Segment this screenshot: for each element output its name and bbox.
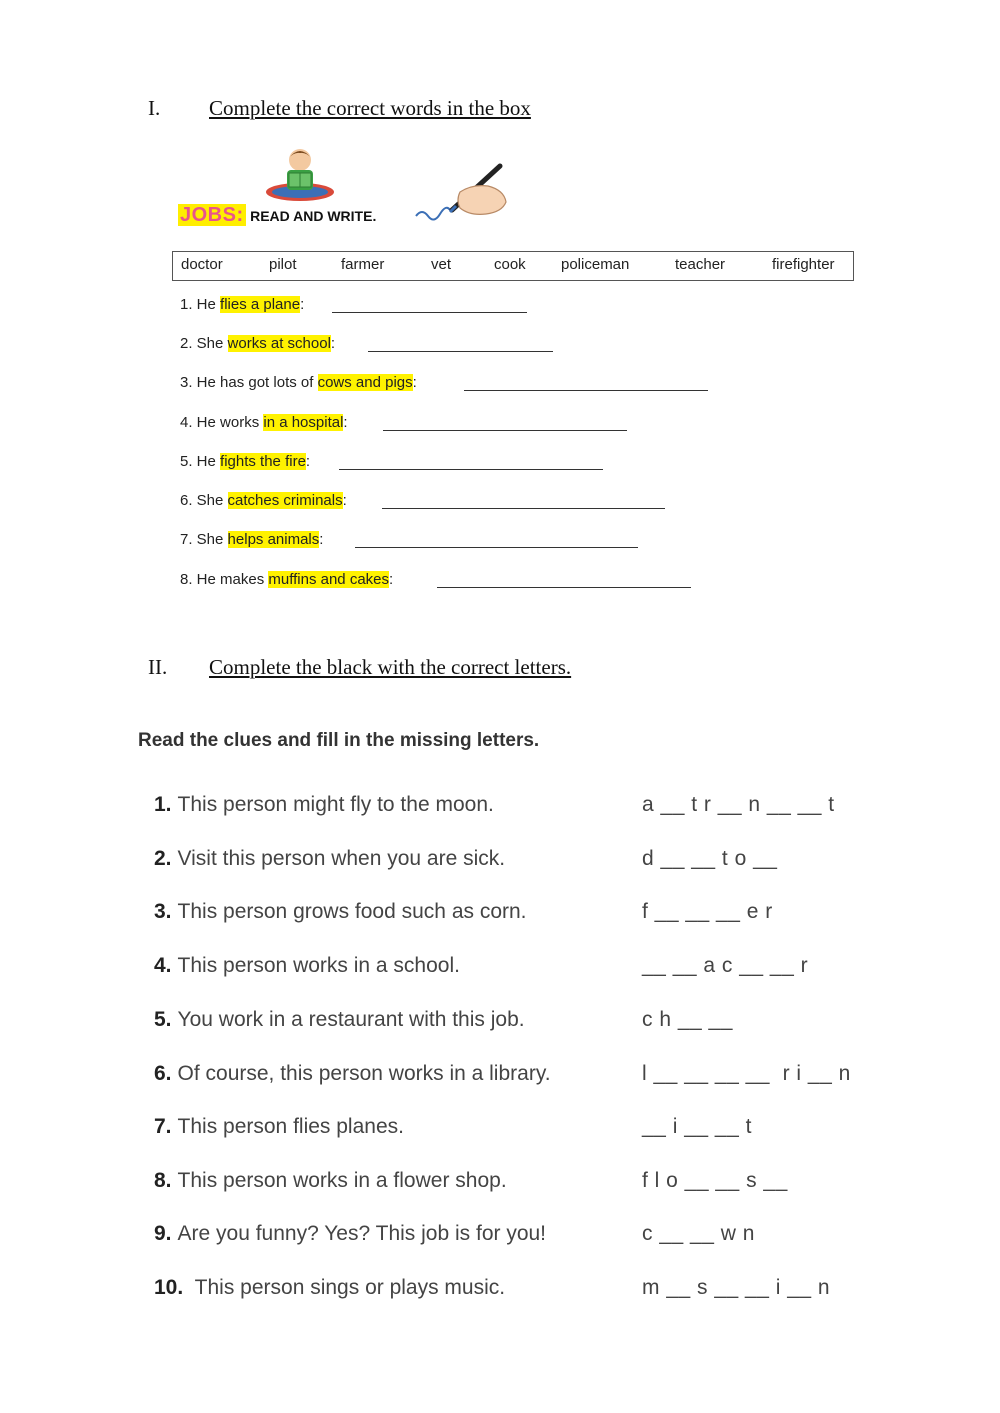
word-bank-item: cook xyxy=(494,256,526,273)
question-text: 7. She xyxy=(180,531,228,548)
word-bank-item: farmer xyxy=(341,256,385,273)
answer-line-1[interactable] xyxy=(332,312,527,313)
answer-line-7[interactable] xyxy=(355,547,638,548)
question-colon: : xyxy=(305,453,311,470)
question-highlight: works at school xyxy=(227,335,331,352)
answer-line-8[interactable] xyxy=(437,587,691,588)
clue-8 xyxy=(154,1169,507,1193)
clue-text: Visit this person when you are sick. xyxy=(177,847,506,870)
clue-4 xyxy=(154,954,460,978)
word-bank-item: policeman xyxy=(561,256,630,273)
hand-writing-illustration xyxy=(412,162,510,224)
question-text: 4. He works xyxy=(180,414,264,431)
question-colon: : xyxy=(330,335,336,352)
clue-number: 1. xyxy=(154,793,172,816)
question-8 xyxy=(180,571,393,588)
section-2-title: Complete the black with the correct letters. xyxy=(209,655,572,679)
question-text: 2. She xyxy=(180,335,228,352)
clue-number: 9. xyxy=(154,1222,172,1245)
clue-1 xyxy=(154,793,494,817)
question-text: 3. He has got lots of xyxy=(180,374,318,391)
letter-pattern-5: c h __ __ xyxy=(642,1008,733,1031)
letter-pattern-6: l __ __ __ __ r i __ n xyxy=(642,1062,851,1085)
letter-pattern-1: a __ t r __ n __ __ t xyxy=(642,793,835,816)
word-bank-box xyxy=(172,251,854,281)
question-1 xyxy=(180,296,304,313)
clue-number: 10. xyxy=(154,1276,184,1299)
question-colon: : xyxy=(412,374,417,391)
boy-reading-illustration xyxy=(262,146,338,204)
clue-6 xyxy=(154,1062,551,1086)
jobs-subtitle: READ AND WRITE. xyxy=(250,208,377,224)
answer-line-5[interactable] xyxy=(339,469,603,470)
question-highlight: flies a plane xyxy=(220,296,301,313)
clue-text: This person sings or plays music. xyxy=(189,1276,506,1299)
clue-text: You work in a restaurant with this job. xyxy=(177,1008,525,1031)
clue-2 xyxy=(154,847,505,871)
letter-pattern-8: f l o __ __ s __ xyxy=(642,1169,788,1192)
section-1-title: Complete the correct words in the box xyxy=(209,96,531,120)
letter-pattern-3: f __ __ __ e r xyxy=(642,900,773,923)
question-colon: : xyxy=(300,296,305,313)
clue-3 xyxy=(154,900,527,924)
clue-number: 8. xyxy=(154,1169,172,1192)
clue-number: 3. xyxy=(154,900,172,923)
word-bank-item: doctor xyxy=(181,256,223,273)
clue-10 xyxy=(154,1276,505,1300)
question-text: 8. He makes xyxy=(180,571,269,588)
question-3 xyxy=(180,374,417,391)
clue-5 xyxy=(154,1008,525,1032)
letter-pattern-4: __ __ a c __ __ r xyxy=(642,954,809,977)
word-bank-item: vet xyxy=(431,256,452,273)
letter-pattern-9: c __ __ w n xyxy=(642,1222,755,1245)
question-colon: : xyxy=(343,414,348,431)
question-text: 5. He xyxy=(180,453,221,470)
word-bank-item: teacher xyxy=(675,256,726,273)
clue-text: This person flies planes. xyxy=(177,1115,404,1138)
answer-line-6[interactable] xyxy=(382,508,665,509)
clue-text: Of course, this person works in a library. xyxy=(177,1062,551,1085)
question-colon: : xyxy=(389,571,394,588)
question-highlight: fights the fire xyxy=(220,453,306,470)
section-1-number: I. xyxy=(148,96,161,120)
clue-7 xyxy=(154,1115,404,1139)
jobs-title xyxy=(178,204,376,227)
clue-text: This person grows food such as corn. xyxy=(177,900,527,923)
clue-text: This person works in a flower shop. xyxy=(177,1169,507,1192)
letter-pattern-10: m __ s __ __ i __ n xyxy=(642,1276,831,1299)
word-bank-item: firefighter xyxy=(772,256,835,273)
clue-text: Are you funny? Yes? This job is for you! xyxy=(177,1222,547,1245)
clue-number: 2. xyxy=(154,847,172,870)
clue-text: This person might fly to the moon. xyxy=(177,793,494,816)
question-colon: : xyxy=(342,492,347,509)
question-5 xyxy=(180,453,310,470)
answer-line-4[interactable] xyxy=(383,430,627,431)
question-4 xyxy=(180,414,348,431)
word-bank-item: pilot xyxy=(269,256,297,273)
question-text: 1. He xyxy=(180,296,221,313)
question-2 xyxy=(180,335,335,352)
question-highlight: cows and pigs xyxy=(317,374,413,391)
clue-text: This person works in a school. xyxy=(177,954,460,977)
clue-number: 4. xyxy=(154,954,172,977)
question-highlight: catches criminals xyxy=(227,492,343,509)
question-highlight: helps animals xyxy=(227,531,320,548)
section-2-number: II. xyxy=(148,655,168,679)
question-highlight: muffins and cakes xyxy=(268,571,389,588)
question-6 xyxy=(180,492,347,509)
answer-line-3[interactable] xyxy=(464,390,708,391)
question-7 xyxy=(180,531,323,548)
question-colon: : xyxy=(319,531,324,548)
jobs-label: JOBS: xyxy=(180,204,244,226)
clue-9 xyxy=(154,1222,546,1246)
clue-number: 6. xyxy=(154,1062,172,1085)
clue-number: 7. xyxy=(154,1115,172,1138)
letter-pattern-2: d __ __ t o __ xyxy=(642,847,778,870)
answer-line-2[interactable] xyxy=(368,351,553,352)
question-text: 6. She xyxy=(180,492,228,509)
letter-pattern-7: __ i __ __ t xyxy=(642,1115,752,1138)
clue-number: 5. xyxy=(154,1008,172,1031)
clues-heading: Read the clues and fill in the missing letters. xyxy=(138,730,540,751)
question-highlight: in a hospital xyxy=(263,414,344,431)
